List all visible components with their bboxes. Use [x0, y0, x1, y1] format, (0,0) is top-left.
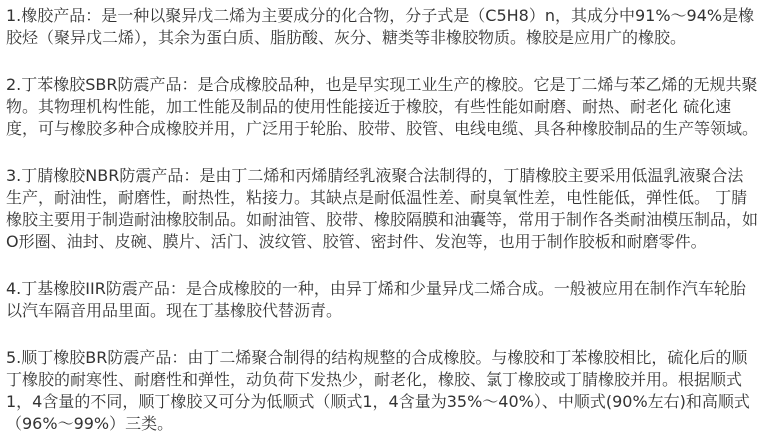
paragraph-br-rubber: 5.顺丁橡胶BR防震产品：由丁二烯聚合制得的结构规整的合成橡胶。与橡胶和丁苯橡胶相比，硫化后的顺丁橡胶的耐寒性、耐磨性和弹性，动负荷下发热少，耐老化，橡胶、氯丁橡胶或丁腈橡胶并用。根据顺式1，4含量的不同，顺丁橡胶又可分为低顺式（顺式1，4含量为35%～40%）、中顺式(90%左右)和高顺式（96%～99%）三类。 [6, 348, 750, 433]
paragraph-iir-rubber: 4.丁基橡胶IIR防震产品：是合成橡胶的一种，由异丁烯和少量异戊二烯合成。一般被应用在制作汽车轮胎以汽车隔音用品里面。现在丁基橡胶代替沥青。 [6, 279, 746, 320]
paragraph-natural-rubber: 1.橡胶产品：是一种以聚异戊二烯为主要成分的化合物，分子式是（C5H8）n，其成分中91%～94%是橡胶烃（聚异戊二烯），其余为蛋白质、脂肪酸、灰分、糖类等非橡胶物质。橡胶是应用广的橡胶。 [6, 6, 755, 47]
paragraph-nbr-rubber: 3.丁腈橡胶NBR防震产品：是由丁二烯和丙烯腈经乳液聚合法制得的，丁腈橡胶主要采用低温乳液聚合法生产，耐油性，耐磨性，耐热性，粘接力。其缺点是耐低温性差、耐臭氧性差，电性能低，弹性低。 丁腈橡胶主要用于制造耐油橡胶制品。如耐油管、胶带、橡胶隔膜和油囊等，常用于制作各类耐油模压制品，如O形圈、油封、皮碗、膜片、活门、波纹管、胶管、密封件、发泡等，也用于制作胶板和耐磨零件。 [6, 166, 759, 251]
paragraph-sbr-rubber: 2.丁苯橡胶SBR防震产品：是合成橡胶品种，也是早实现工业生产的橡胶。它是丁二烯与苯乙烯的无规共聚物。其物理机构性能，加工性能及制品的使用性能接近于橡胶，有些性能如耐磨、耐热、耐老化 硫化速度，可与橡胶多种合成橡胶并用，广泛用于轮胎、胶带、胶管、电线电缆、具各种橡胶制品的生产等领域。 [6, 75, 759, 138]
